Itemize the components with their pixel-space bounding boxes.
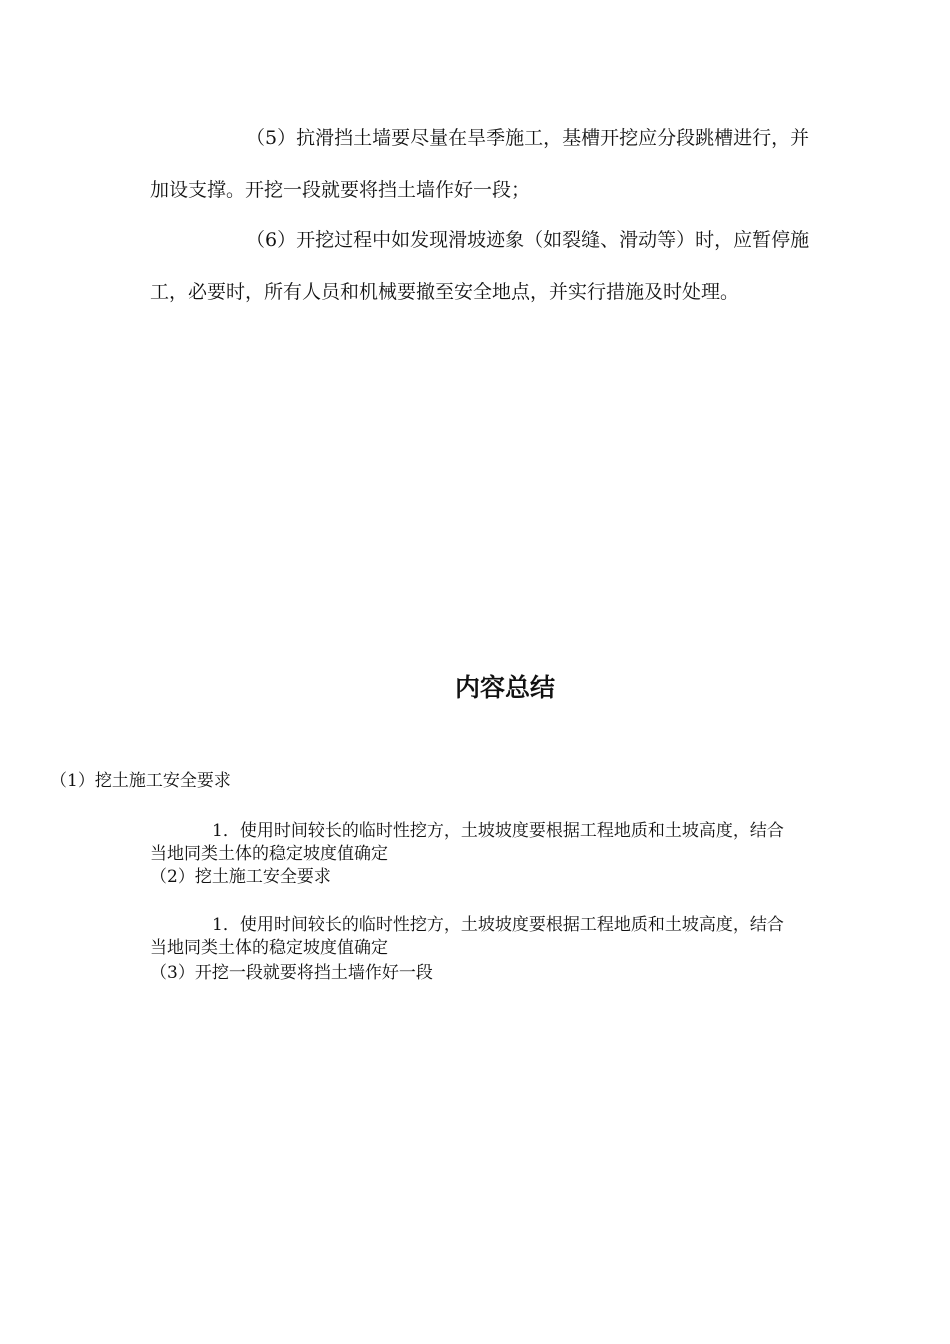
summary-item-1: 1．使用时间较长的临时性挖方，土坡坡度要根据工程地质和土坡高度，结合当地同类土体的稳定坡度值确定	[150, 821, 784, 864]
summary-title: 内容总结	[454, 673, 555, 702]
paragraph-5: （5）抗滑挡土墙要尽量在旱季施工，基槽开挖应分段跳槽进行，并加设支撑。开挖一段就要将挡土墙作好一段；	[150, 127, 810, 201]
summary-heading-1: （1）挖土施工安全要求	[50, 771, 231, 791]
summary-heading-3: （3）开挖一段就要将挡土墙作好一段	[150, 963, 433, 983]
summary-heading-2: （2）挖土施工安全要求	[150, 867, 331, 887]
summary-item-2: 1．使用时间较长的临时性挖方，土坡坡度要根据工程地质和土坡高度，结合当地同类土体的稳定坡度值确定	[150, 915, 784, 958]
paragraph-6: （6）开挖过程中如发现滑坡迹象（如裂缝、滑动等）时，应暂停施工，必要时，所有人员和机械要撤至安全地点，并实行措施及时处理。	[150, 229, 810, 303]
